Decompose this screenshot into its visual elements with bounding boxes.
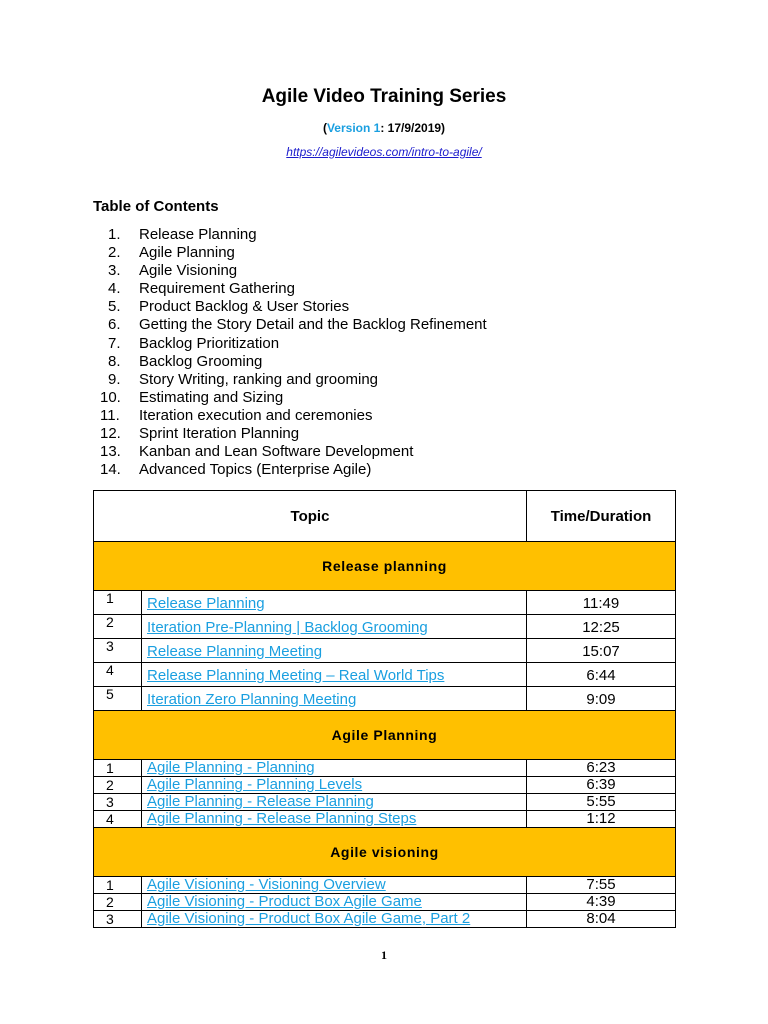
toc-item-number: 12.	[100, 425, 121, 443]
toc-item	[108, 262, 487, 280]
row-number: 4	[94, 811, 142, 828]
table-row	[94, 911, 676, 928]
toc-item-text: Backlog Prioritization	[139, 334, 280, 352]
table-header-row	[94, 491, 676, 542]
toc-item-number: 6.	[108, 316, 121, 334]
table-row	[94, 760, 676, 777]
row-number: 4	[94, 663, 142, 687]
toc-item-text: Release Planning	[139, 226, 257, 243]
toc-item-text: Product Backlog & User Stories	[139, 298, 350, 316]
toc-item-text: Sprint Iteration Planning	[139, 425, 300, 443]
topic-cell	[142, 777, 527, 794]
row-number: 2	[94, 894, 142, 911]
topic-cell	[142, 639, 527, 663]
section-title: Agile visioning	[94, 828, 676, 877]
toc-item-number: 3.	[108, 262, 121, 280]
duration-cell: 4:39	[527, 894, 676, 911]
version-label: Version 1	[326, 121, 381, 135]
row-number: 5	[94, 687, 142, 711]
topic-link[interactable]: Agile Visioning - Product Box Agile Game	[147, 893, 422, 910]
duration-cell: 15:07	[527, 639, 676, 663]
topic-link[interactable]: Agile Planning - Planning	[147, 759, 315, 776]
topic-link[interactable]: Iteration Pre-Planning | Backlog Grooming	[147, 619, 428, 636]
toc-item-text: Iteration execution and ceremonies	[139, 406, 373, 424]
toc-item-text: Story Writing, ranking and grooming	[139, 370, 379, 388]
topic-cell	[142, 615, 527, 639]
toc-item	[108, 244, 487, 262]
toc-item-number: 9.	[108, 370, 121, 388]
toc-item	[108, 353, 487, 371]
toc-item-text: Agile Planning	[139, 244, 235, 262]
duration-cell: 5:55	[527, 794, 676, 811]
table-row	[94, 777, 676, 794]
table-row	[94, 811, 676, 828]
version-date: : 17/9/2019)	[380, 121, 446, 135]
toc-item-text: Advanced Topics (Enterprise Agile)	[139, 461, 372, 479]
toc-item	[108, 371, 487, 389]
row-number: 1	[94, 877, 142, 894]
toc-item-number: 14.	[100, 461, 121, 479]
toc-item	[108, 280, 487, 298]
table-row	[94, 591, 676, 615]
topic-link[interactable]: Agile Planning - Release Planning Steps	[147, 810, 417, 827]
topic-cell	[142, 794, 527, 811]
duration-cell: 6:39	[527, 777, 676, 794]
row-number: 2	[94, 615, 142, 639]
toc-item-text: Requirement Gathering	[139, 280, 295, 298]
duration-cell: 6:44	[527, 663, 676, 687]
section-header-row	[94, 828, 676, 877]
toc-heading: Table of Contents	[93, 198, 219, 215]
duration-cell: 11:49	[527, 591, 676, 615]
source-url-link[interactable]: https://agilevideos.com/intro-to-agile/	[286, 145, 482, 159]
toc-item-number: 4.	[108, 280, 121, 298]
table-row	[94, 894, 676, 911]
topic-cell	[142, 663, 527, 687]
duration-cell: 6:23	[527, 760, 676, 777]
topic-cell	[142, 760, 527, 777]
topic-cell	[142, 591, 527, 615]
toc-item-number: 2.	[108, 244, 121, 262]
toc-item	[100, 443, 487, 461]
topic-link[interactable]: Agile Visioning - Product Box Agile Game, Part 2	[147, 910, 471, 927]
toc-item-number: 10.	[100, 388, 121, 406]
toc-item	[100, 425, 487, 443]
toc-item-text: Backlog Grooming	[139, 352, 263, 370]
toc-item	[100, 406, 487, 425]
toc-item	[108, 226, 487, 244]
section-header-row	[94, 542, 676, 591]
version-line	[0, 121, 768, 135]
table-row	[94, 615, 676, 639]
toc-item-text: Estimating and Sizing	[139, 388, 284, 406]
toc-item	[100, 388, 487, 407]
row-number: 1	[94, 591, 142, 615]
topic-cell	[142, 687, 527, 711]
time-column-header: Time/Duration	[527, 491, 676, 542]
toc-item-number: 5.	[108, 298, 121, 316]
toc-item-number: 8.	[108, 352, 121, 370]
toc-item-text: Getting the Story Detail and the Backlog Refinement	[139, 316, 487, 334]
section-title: Release planning	[94, 542, 676, 591]
section-header-row	[94, 711, 676, 760]
section-title: Agile Planning	[94, 711, 676, 760]
topic-link[interactable]: Iteration Zero Planning Meeting	[147, 691, 357, 708]
toc-item-text: Agile Visioning	[139, 262, 238, 280]
url-line	[0, 145, 768, 159]
topic-link[interactable]: Release Planning Meeting	[147, 643, 323, 660]
topic-link[interactable]: Agile Planning - Release Planning	[147, 793, 374, 810]
row-number: 2	[94, 777, 142, 794]
row-number: 3	[94, 794, 142, 811]
duration-cell: 8:04	[527, 911, 676, 928]
version-open-paren: (	[322, 121, 327, 135]
table-row	[94, 639, 676, 663]
toc-item	[108, 335, 487, 353]
topic-link[interactable]: Release Planning	[147, 595, 265, 612]
toc-item-number: 7.	[108, 334, 121, 352]
table-row	[94, 687, 676, 711]
toc-item-number: 13.	[100, 443, 121, 461]
row-number: 3	[94, 911, 142, 928]
table-row	[94, 663, 676, 687]
toc-item	[100, 461, 487, 479]
topic-cell	[142, 877, 527, 894]
page-number: 1	[381, 948, 387, 962]
toc-item	[108, 316, 487, 334]
topic-cell	[142, 894, 527, 911]
table-row	[94, 794, 676, 811]
topic-link[interactable]: Release Planning Meeting – Real World Tips	[147, 667, 445, 684]
topic-column-header: Topic	[94, 491, 527, 542]
topic-link[interactable]: Agile Visioning - Visioning Overview	[147, 876, 386, 893]
row-number: 1	[94, 760, 142, 777]
toc-list	[100, 226, 487, 479]
row-number: 3	[94, 639, 142, 663]
topics-table	[93, 490, 676, 928]
duration-cell: 9:09	[527, 687, 676, 711]
toc-item-number: 11.	[100, 406, 120, 424]
toc-item-number: 1.	[108, 226, 121, 243]
topic-cell	[142, 811, 527, 828]
duration-cell: 12:25	[527, 615, 676, 639]
toc-item	[108, 298, 487, 316]
table-row	[94, 877, 676, 894]
topic-link[interactable]: Agile Planning - Planning Levels	[147, 776, 363, 793]
document-title: Agile Video Training Series	[261, 86, 507, 107]
duration-cell: 7:55	[527, 877, 676, 894]
toc-item-text: Kanban and Lean Software Development	[139, 443, 414, 461]
duration-cell: 1:12	[527, 811, 676, 828]
topic-cell	[142, 911, 527, 928]
